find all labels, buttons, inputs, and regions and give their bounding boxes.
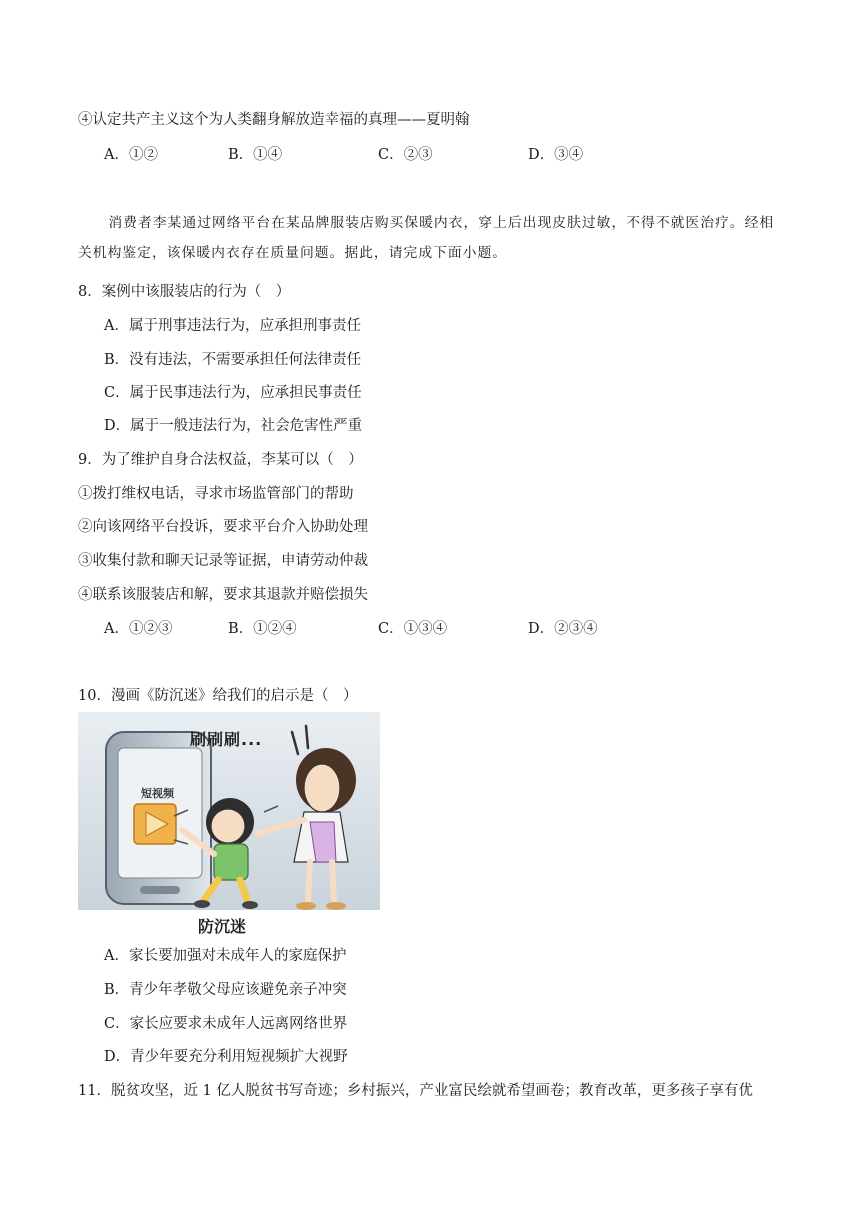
q10-option-b: B．青少年孝敬父母应该避免亲子冲突: [104, 982, 347, 998]
q9-option-d: D．②③④: [528, 621, 598, 637]
q9-option-c: C．①③④: [378, 621, 448, 637]
material-paragraph: 消费者李某通过网络平台在某品牌服装店购买保暖内衣，穿上后出现皮肤过敏，不得不就医治疗。经相关机构鉴定，该保暖内衣存在质量问题。据此，请完成下面小题。: [78, 215, 775, 261]
q7-item-4: ④认定共产主义这个为人类翻身解放造幸福的真理——夏明翰: [78, 112, 470, 128]
q10-option-a: A．家长要加强对未成年人的家庭保护: [104, 948, 347, 964]
q8-option-d: D．属于一般违法行为，社会危害性严重: [104, 418, 363, 434]
q9-option-b: B．①②④: [228, 621, 297, 637]
comic-caption: 防沉迷: [198, 917, 247, 936]
q9-stem: 9．为了维护自身合法权益，李某可以（ ）: [78, 452, 363, 468]
q10-option-c: C．家长应要求未成年人远离网络世界: [104, 1016, 348, 1032]
q9-item-3: ③收集付款和聊天记录等证据，申请劳动仲裁: [78, 553, 368, 569]
comic-phone-label: 短视频: [141, 787, 174, 800]
q8-option-c: C．属于民事违法行为，应承担民事责任: [104, 385, 362, 401]
q9-item-2: ②向该网络平台投诉，要求平台介入协助处理: [78, 519, 368, 535]
q9-option-a: A．①②③: [104, 621, 173, 637]
q11-stem: 11．脱贫攻坚，近 1 亿人脱贫书写奇迹；乡村振兴，产业富民绘就希望画卷；教育改革，更多孩子享有优: [78, 1083, 753, 1099]
q7-option-c: C．②③: [378, 147, 433, 163]
q7-option-d: D．③④: [528, 147, 584, 163]
q9-item-4: ④联系该服装店和解，要求其退款并赔偿损失: [78, 587, 368, 603]
q9-item-1: ①拨打维权电话，寻求市场监管部门的帮助: [78, 486, 354, 502]
q8-option-a: A．属于刑事违法行为，应承担刑事责任: [104, 318, 361, 334]
q8-option-b: B．没有违法，不需要承担任何法律责任: [104, 352, 362, 368]
q10-stem: 10．漫画《防沉迷》给我们的启示是（ ）: [78, 688, 358, 704]
q7-option-b: B．①④: [228, 147, 283, 163]
q8-stem: 8．案例中该服装店的行为（ ）: [78, 284, 291, 300]
comic-speech-text: 刷刷刷...: [190, 730, 263, 749]
q7-option-a: A．①②: [104, 147, 158, 163]
q10-option-d: D．青少年要充分利用短视频扩大视野: [104, 1049, 348, 1065]
